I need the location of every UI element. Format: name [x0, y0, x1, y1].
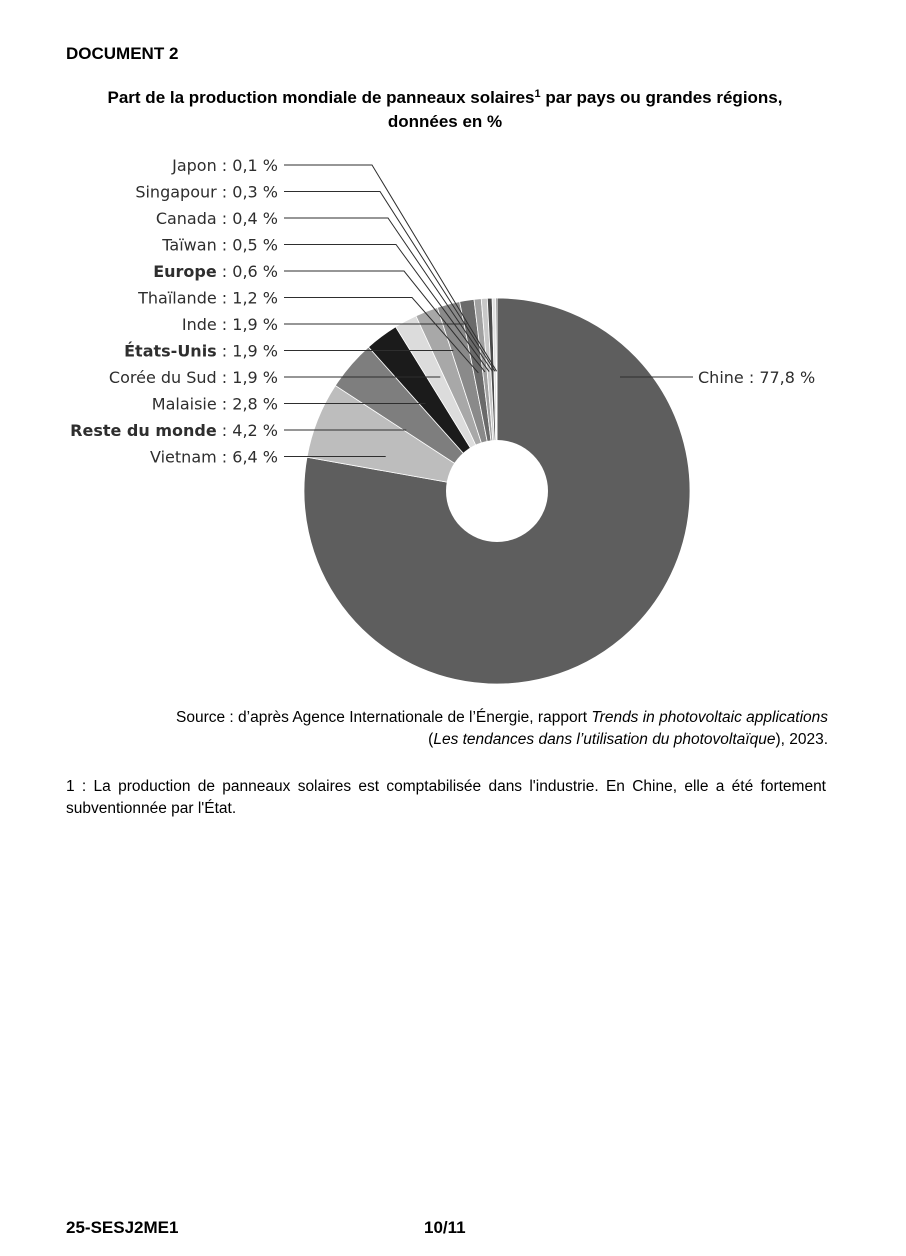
source-suffix: ), 2023.: [775, 731, 828, 748]
label-vietnam: [150, 448, 278, 467]
footnote: 1 : La production de panneaux solaires est comptabilisée dans l'industrie. En Chine, elle a été fortement subventionnée par l'État.: [66, 778, 826, 817]
label-value-canada: : 0,4 %: [216, 209, 278, 228]
label-value-chine: : 77,8 %: [743, 368, 816, 387]
title-part2: par pays ou grandes régions,: [540, 88, 783, 107]
label-thailande: [137, 289, 278, 308]
label-name-coree-du-sud: Corée du Sud: [108, 368, 217, 387]
source-open-paren: (: [428, 731, 434, 748]
label-value-inde: : 1,9 %: [216, 315, 278, 334]
label-value-malaisie: : 2,8 %: [216, 394, 278, 414]
source-citation: [68, 707, 828, 751]
label-value-taiwan: : 0,5 %: [216, 235, 278, 255]
label-name-taiwan: Taïwan: [162, 235, 217, 255]
title-part1: Part de la production mondiale de panneaux solaires: [107, 88, 535, 107]
label-value-japon: : 0,1 %: [216, 156, 278, 175]
label-value-reste-du-monde: : 4,2 %: [216, 421, 278, 440]
label-name-europe: Europe: [153, 262, 217, 281]
label-coree-du-sud: [109, 368, 278, 387]
label-name-reste-du-monde: Reste du monde: [70, 421, 217, 440]
label-name-thailande: Thaïlande: [138, 288, 217, 308]
footer-page-number: 10/11: [424, 1218, 466, 1237]
label-value-coree-du-sud: : 1,9 %: [216, 368, 278, 387]
label-name-vietnam: Vietnam: [150, 447, 217, 467]
label-name-japon: Japon: [172, 156, 217, 175]
label-value-etats-unis: : 1,9 %: [216, 341, 278, 361]
label-value-europe: : 0,6 %: [216, 262, 278, 281]
footer-code: 25-SESJ2ME1: [66, 1218, 179, 1237]
source-prefix: Source : d’après Agence Internationale de l’Énergie, rapport: [176, 709, 592, 726]
label-etats-unis: [124, 342, 278, 361]
document-label: DOCUMENT 2: [66, 44, 179, 63]
label-name-inde: Inde: [181, 315, 217, 334]
label-value-thailande: : 1,2 %: [216, 288, 278, 308]
label-malaisie: [152, 395, 278, 414]
label-japon: [171, 156, 278, 175]
label-reste-du-monde: [70, 421, 278, 440]
label-value-vietnam: : 6,4 %: [216, 447, 278, 467]
title-line2: données en %: [387, 112, 503, 131]
label-name-chine: Chine: [698, 368, 744, 387]
label-name-canada: Canada: [155, 209, 217, 228]
source-report-title: Trends in photovoltaic applications: [591, 709, 828, 726]
donut-hole: [446, 440, 548, 542]
label-name-malaisie: Malaisie: [151, 394, 217, 414]
label-singapour: [135, 183, 278, 202]
source-translation: Les tendances dans l’utilisation du photovoltaïque: [433, 731, 776, 748]
label-canada: [156, 209, 278, 228]
label-europe: [153, 262, 278, 281]
label-inde: [182, 315, 278, 334]
label-taiwan: [161, 236, 278, 255]
label-chine: [698, 368, 815, 387]
label-name-etats-unis: États-Unis: [124, 341, 217, 361]
label-name-singapour: Singapour: [135, 182, 217, 202]
label-value-singapour: : 0,3 %: [216, 182, 278, 202]
title-footnote-mark: 1: [534, 88, 541, 100]
